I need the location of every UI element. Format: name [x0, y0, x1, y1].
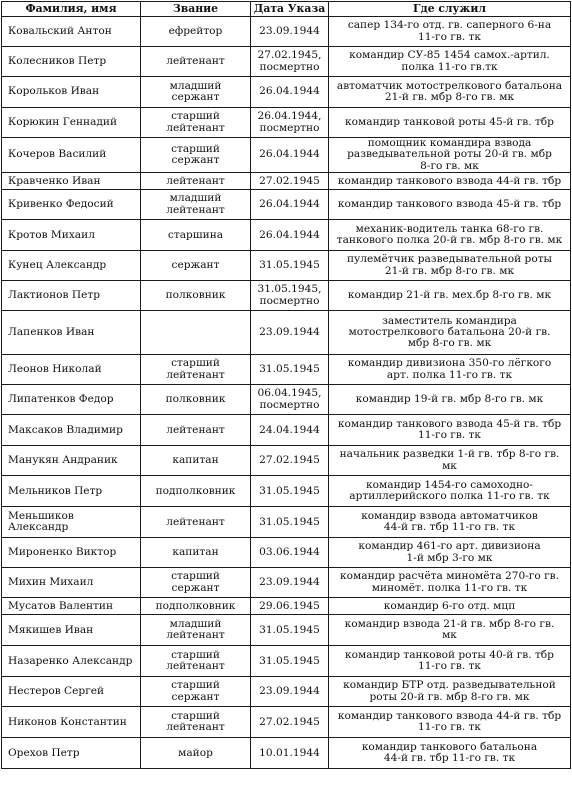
cell-rank-line: старший	[171, 142, 220, 155]
cell-place-line: 44-й гв. тбр 11-го гв. тк	[383, 521, 516, 534]
cell-date-line: 23.09.1944	[259, 24, 320, 37]
cell-date	[251, 251, 329, 281]
cell-place-line: 11-го гв. тк	[417, 30, 482, 43]
cell-name	[2, 415, 141, 446]
cell-date-line: 26.04.1944	[259, 228, 320, 241]
cell-place	[329, 108, 571, 138]
cell-place	[329, 77, 571, 108]
cell-rank-line: лейтенант	[166, 515, 225, 528]
cell-name	[2, 646, 141, 677]
cell-date-line: 31.05.1945	[259, 623, 320, 636]
cell-date-line: 27.02.1945,	[257, 49, 322, 62]
cell-rank-line: ефрейтор	[168, 24, 223, 37]
cell-place-line: полка 11-го гв.тк	[401, 60, 498, 73]
table-row	[2, 598, 571, 615]
cell-place-line: командир танковой роты 40-й гв. тбр	[345, 648, 554, 661]
cell-place	[329, 615, 571, 646]
cell-date-line: 29.06.1945	[259, 599, 320, 612]
cell-name-line: Меньшиков	[8, 509, 74, 522]
cell-place-line: миномёт. полка 11-го гв. тк	[371, 581, 528, 594]
cell-place	[329, 220, 571, 251]
cell-place	[329, 677, 571, 707]
cell-date-line: 27.02.1945	[259, 454, 320, 467]
cell-place-line: командир 19-й гв. мбр 8-го гв. мк	[355, 393, 544, 406]
cell-rank-line: старший	[171, 570, 220, 583]
cell-rank-line: лейтенант	[166, 368, 225, 381]
cell-rank	[141, 738, 251, 769]
table-row	[2, 707, 571, 738]
cell-rank	[141, 507, 251, 538]
cell-rank	[141, 538, 251, 568]
cell-name-line: Мусатов Валентин	[8, 599, 114, 612]
table-row	[2, 77, 571, 108]
awardees-table	[1, 1, 571, 769]
header-name: Фамилия, имя	[2, 2, 141, 17]
cell-date-line: 31.05.1945	[259, 259, 320, 272]
cell-date-line: посмертно	[259, 121, 320, 134]
cell-place-line: командир БТР отд. разведывательной	[343, 679, 556, 692]
cell-rank-line: сержант	[171, 259, 220, 272]
cell-date-line: 26.04.1944	[259, 148, 320, 161]
header-row	[2, 2, 571, 17]
cell-rank	[141, 47, 251, 77]
cell-date	[251, 476, 329, 507]
cell-name-line: Лапенков Иван	[8, 326, 95, 339]
cell-rank	[141, 615, 251, 646]
cell-place-line: мбр 8-го гв. мк	[407, 337, 492, 350]
cell-date-line: 31.05.1945	[259, 654, 320, 667]
cell-place	[329, 507, 571, 538]
cell-place-line: командир СУ-85 1454 самох.-артил.	[349, 49, 550, 62]
cell-name	[2, 538, 141, 568]
cell-place-line: командир танковой роты 45-й гв. тбр	[345, 115, 554, 128]
cell-rank-line: старший	[171, 110, 220, 123]
table-row	[2, 220, 571, 251]
table-row	[2, 385, 571, 415]
cell-place-line: 44-й гв. тбр 11-го гв. тк	[383, 752, 516, 765]
cell-date	[251, 738, 329, 769]
cell-place-line: 1-й мбр 3-го мк	[406, 551, 493, 564]
cell-place-line: мк	[442, 459, 457, 472]
cell-name-line: Кривенко Федосий	[8, 198, 114, 211]
cell-date	[251, 598, 329, 615]
cell-date	[251, 77, 329, 108]
cell-place-line: командир 1454-го самоходно-	[366, 478, 533, 491]
cell-name	[2, 220, 141, 251]
cell-name-line: Никонов Константин	[8, 715, 127, 728]
cell-name-line: Нестеров Сергей	[8, 685, 105, 698]
cell-rank	[141, 190, 251, 220]
cell-date	[251, 47, 329, 77]
table-row	[2, 646, 571, 677]
cell-date-line: 23.09.1944	[259, 685, 320, 698]
table-body	[2, 17, 571, 769]
table-row	[2, 138, 571, 173]
table-row	[2, 17, 571, 47]
cell-place-line: командир 6-го отд. мцп	[383, 599, 516, 612]
cell-name-line: Липатенков Федор	[8, 393, 114, 406]
cell-rank-line: старший	[171, 709, 220, 722]
table-row	[2, 615, 571, 646]
cell-place	[329, 17, 571, 47]
cell-place-line: помощник командира взвода	[367, 137, 532, 149]
cell-date-line: посмертно	[259, 398, 320, 411]
table-row	[2, 190, 571, 220]
cell-name	[2, 108, 141, 138]
cell-date	[251, 568, 329, 598]
cell-name-line: Кравченко Иван	[8, 174, 101, 187]
cell-date	[251, 538, 329, 568]
table-row	[2, 677, 571, 707]
cell-name-line: Кочеров Василий	[8, 148, 107, 161]
cell-place	[329, 476, 571, 507]
cell-date-line: 31.05.1945	[259, 363, 320, 376]
cell-name	[2, 707, 141, 738]
cell-place	[329, 47, 571, 77]
cell-name	[2, 615, 141, 646]
cell-place-line: командир танкового батальона	[361, 740, 538, 753]
cell-rank	[141, 646, 251, 677]
cell-rank-line: старший	[171, 648, 220, 661]
table-row	[2, 47, 571, 77]
cell-rank-line: полковник	[165, 289, 226, 302]
cell-date	[251, 138, 329, 173]
cell-place	[329, 598, 571, 615]
cell-date-line: посмертно	[259, 60, 320, 73]
cell-name	[2, 190, 141, 220]
cell-name	[2, 17, 141, 47]
cell-place-line: командир 21-й гв. мех.бр 8-го гв. мк	[347, 289, 552, 302]
cell-rank	[141, 138, 251, 173]
cell-rank	[141, 251, 251, 281]
cell-date-line: 31.05.1945	[259, 515, 320, 528]
cell-name-line: Александр	[8, 521, 69, 534]
cell-place	[329, 415, 571, 446]
header-place: Где служил	[329, 2, 571, 17]
cell-name	[2, 385, 141, 415]
cell-rank	[141, 446, 251, 476]
cell-date-line: 03.06.1944	[259, 546, 320, 559]
cell-place-line: автоматчик мотострелкового батальона	[336, 79, 563, 92]
cell-rank-line: сержант	[171, 91, 220, 103]
cell-rank	[141, 415, 251, 446]
cell-place-line: 21-й гв. мбр 8-го гв. мк	[384, 91, 515, 103]
cell-place-line: 11-го гв. тк	[417, 721, 482, 734]
cell-rank	[141, 220, 251, 251]
cell-place	[329, 568, 571, 598]
cell-place	[329, 251, 571, 281]
cell-name	[2, 507, 141, 538]
table-row	[2, 568, 571, 598]
cell-name-line: Манукян Андраник	[8, 454, 118, 467]
cell-date	[251, 507, 329, 538]
cell-rank-line: лейтенант	[166, 721, 225, 734]
cell-place	[329, 446, 571, 476]
cell-date	[251, 220, 329, 251]
cell-name-line: Колесников Петр	[8, 54, 107, 67]
cell-place-line: 11-го гв. тк	[417, 429, 482, 442]
cell-date	[251, 446, 329, 476]
cell-place-line: мк	[442, 629, 457, 642]
cell-name-line: Корюкин Геннадий	[8, 115, 118, 128]
cell-place-line: командир взвода автоматчиков	[361, 509, 538, 522]
cell-place	[329, 385, 571, 415]
cell-rank	[141, 677, 251, 707]
cell-place-line: механик-водитель танка 68-го гв.	[355, 222, 544, 235]
cell-rank-line: сержант	[171, 690, 220, 703]
table-row	[2, 355, 571, 385]
cell-date-line: 26.04.1944,	[257, 110, 322, 123]
cell-name	[2, 476, 141, 507]
cell-rank-line: лейтенант	[166, 423, 225, 436]
cell-place	[329, 138, 571, 173]
cell-place	[329, 538, 571, 568]
cell-place-line: командир 461-го арт. дивизиона	[358, 540, 541, 553]
cell-rank-line: младший	[169, 79, 222, 92]
cell-place-line: командир дивизиона 350-го лёгкого	[347, 357, 552, 370]
cell-name-line: Леонов Николай	[8, 363, 102, 376]
cell-place-line: командир взвода 21-й гв. мбр 8-го гв.	[344, 617, 555, 630]
cell-place	[329, 311, 571, 355]
cell-rank-line: лейтенант	[166, 174, 225, 187]
cell-place	[329, 190, 571, 220]
cell-rank	[141, 568, 251, 598]
table-row	[2, 446, 571, 476]
cell-date	[251, 615, 329, 646]
cell-place-line: роты 20-й гв. мбр 8-го гв. мк	[369, 690, 530, 703]
cell-place-line: заместитель командира	[382, 314, 517, 327]
cell-place-line: 8-го гв. мк	[420, 159, 479, 172]
cell-rank-line: сержант	[171, 154, 220, 167]
cell-place-line: командир танкового взвода 45-й гв. тбр	[337, 417, 562, 430]
cell-rank	[141, 77, 251, 108]
cell-date	[251, 677, 329, 707]
cell-name-line: Корольков Иван	[8, 85, 100, 98]
cell-name	[2, 138, 141, 173]
cell-rank	[141, 707, 251, 738]
cell-name-line: Орехов Петр	[8, 746, 80, 759]
cell-rank	[141, 281, 251, 311]
cell-rank-line: капитан	[172, 546, 219, 559]
cell-name	[2, 281, 141, 311]
cell-date-line: 23.09.1944	[259, 326, 320, 339]
cell-place	[329, 646, 571, 677]
cell-name-line: Мякишев Иван	[8, 623, 94, 636]
cell-place-line: разведывательной роты 20-й гв. мбр	[347, 148, 552, 161]
cell-date-line: 26.04.1944	[259, 198, 320, 211]
cell-name	[2, 47, 141, 77]
cell-name	[2, 251, 141, 281]
cell-place-line: командир танкового взвода 44-й гв. тбр	[337, 174, 562, 187]
table-row	[2, 251, 571, 281]
cell-place	[329, 707, 571, 738]
cell-name-line: Кунец Александр	[8, 259, 107, 272]
table-row	[2, 173, 571, 190]
cell-rank-line: лейтенант	[166, 203, 225, 216]
cell-place-line: 11-го гв. тк	[417, 660, 482, 673]
cell-date-line: 31.05.1945,	[257, 283, 322, 296]
cell-name-line: Максаков Владимир	[8, 423, 123, 436]
table-row	[2, 311, 571, 355]
cell-name-line: Кротов Михаил	[8, 228, 95, 241]
header-rank: Звание	[141, 2, 251, 17]
cell-date	[251, 311, 329, 355]
table-row	[2, 507, 571, 538]
cell-place-line: 21-й гв. мбр 8-го гв. мк	[384, 264, 515, 277]
cell-rank-line: подполковник	[155, 484, 236, 497]
cell-name-line: Михин Михаил	[8, 576, 94, 589]
cell-date-line: 06.04.1945,	[257, 387, 322, 400]
cell-date	[251, 646, 329, 677]
cell-rank-line: капитан	[172, 454, 219, 467]
cell-place-line: арт. полка 11-го гв. тк	[386, 368, 513, 381]
table-row	[2, 281, 571, 311]
table-row	[2, 476, 571, 507]
cell-date	[251, 355, 329, 385]
cell-name	[2, 311, 141, 355]
cell-name-line: Назаренко Александр	[8, 654, 133, 667]
cell-name	[2, 598, 141, 615]
cell-date-line: 31.05.1945	[259, 484, 320, 497]
cell-date	[251, 415, 329, 446]
cell-name-line: Ковальский Антон	[8, 24, 112, 37]
cell-name-line: Мироненко Виктор	[8, 546, 117, 559]
cell-date-line: 26.04.1944	[259, 85, 320, 98]
cell-place	[329, 738, 571, 769]
cell-place-line: сапер 134-го отд. гв. саперного 6-на	[347, 19, 552, 32]
cell-rank-line: лейтенант	[166, 660, 225, 673]
cell-rank	[141, 355, 251, 385]
cell-rank-line: полковник	[165, 393, 226, 406]
cell-name-line: Лактионов Петр	[8, 289, 100, 302]
table-row	[2, 108, 571, 138]
cell-date-line: 23.09.1944	[259, 576, 320, 589]
cell-rank-line: старший	[171, 679, 220, 692]
cell-rank-line: подполковник	[155, 599, 236, 612]
cell-rank-line: лейтенант	[166, 54, 225, 67]
cell-name	[2, 173, 141, 190]
cell-place-line: артиллерийского полка 11-го гв. тк	[349, 490, 550, 503]
cell-rank-line: старшина	[167, 228, 224, 241]
cell-rank-line: младший	[169, 192, 222, 205]
cell-date-line: 27.02.1945	[259, 174, 320, 187]
cell-place-line: пулемётчик разведывательной роты	[346, 253, 552, 266]
cell-rank-line: лейтенант	[166, 121, 225, 134]
cell-place-line: танкового полка 20-й гв. мбр 8-го гв. мк	[336, 234, 563, 247]
table-row	[2, 538, 571, 568]
cell-date	[251, 173, 329, 190]
cell-rank-line: младший	[169, 617, 222, 630]
cell-date	[251, 385, 329, 415]
cell-place-line: начальник разведки 1-й гв. тбр 8-го гв.	[339, 448, 560, 461]
table-row	[2, 415, 571, 446]
cell-rank	[141, 108, 251, 138]
cell-place-line: мотострелкового батальона 20-й гв.	[348, 326, 551, 339]
cell-name	[2, 446, 141, 476]
cell-date-line: 24.04.1944	[259, 423, 320, 436]
cell-date	[251, 707, 329, 738]
cell-date-line: посмертно	[259, 294, 320, 307]
cell-name-line: Мельников Петр	[8, 484, 103, 497]
cell-name	[2, 355, 141, 385]
cell-rank	[141, 173, 251, 190]
cell-place	[329, 355, 571, 385]
header-date: Дата Указа	[251, 2, 329, 17]
cell-rank-line: лейтенант	[166, 629, 225, 642]
cell-name	[2, 738, 141, 769]
cell-rank	[141, 17, 251, 47]
table-row	[2, 738, 571, 769]
cell-rank	[141, 598, 251, 615]
cell-place-line: командир танкового взвода 44-й гв. тбр	[337, 709, 562, 722]
cell-rank-line: сержант	[171, 581, 220, 594]
cell-date	[251, 281, 329, 311]
cell-name	[2, 77, 141, 108]
cell-place-line: командир танкового взвода 45-й гв. тбр	[337, 198, 562, 211]
cell-name	[2, 568, 141, 598]
cell-date	[251, 17, 329, 47]
cell-rank-line: старший	[171, 357, 220, 370]
cell-rank	[141, 476, 251, 507]
cell-rank-line: майор	[178, 746, 213, 759]
cell-place-line: командир расчёта миномёта 270-го гв.	[340, 570, 559, 583]
cell-name	[2, 677, 141, 707]
cell-place	[329, 281, 571, 311]
cell-date	[251, 190, 329, 220]
cell-date-line: 10.01.1944	[259, 746, 320, 759]
cell-date	[251, 108, 329, 138]
cell-rank	[141, 385, 251, 415]
cell-rank	[141, 311, 251, 355]
cell-date-line: 27.02.1945	[259, 715, 320, 728]
cell-place	[329, 173, 571, 190]
